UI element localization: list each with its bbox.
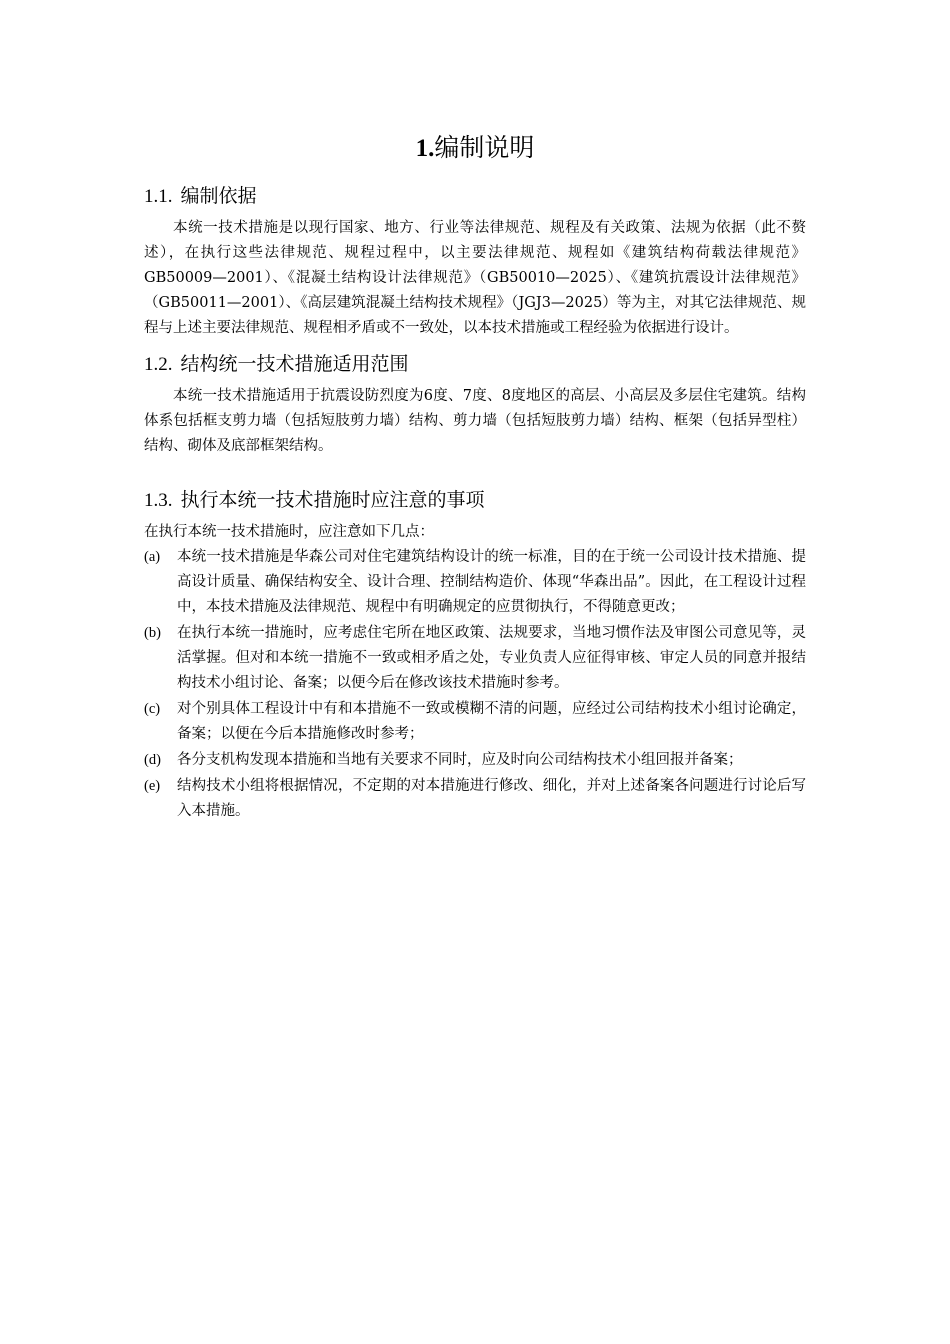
section-heading-text: 执行本统一技术措施时应注意的事项	[180, 489, 485, 511]
section-number: 1.3.	[144, 490, 173, 511]
notice-list	[144, 545, 806, 824]
list-item-text: 结构技术小组将根据情况，不定期的对本措施进行修改、细化，并对上述备案各问题进行讨论后写入本措施。	[177, 778, 806, 819]
section-paragraph: 本统一技术措施适用于抗震设防烈度为6度、7度、8度地区的高层、小高层及多层住宅建筑。结构体系包括框支剪力墙（包括短肢剪力墙）结构、剪力墙（包括短肢剪力墙）结构、框架（包括异型柱）结构、砌体及底部框架结构。	[144, 388, 806, 454]
section-heading-text: 编制依据	[180, 185, 257, 207]
list-marker: (d)	[144, 752, 161, 768]
list-item	[144, 774, 806, 824]
list-item-text: 在执行本统一措施时，应考虑住宅所在地区政策、法规要求，当地习惯作法及审图公司意见等，灵活掌握。但对和本统一措施不一致或相矛盾之处，专业负责人应征得审核、审定人员的同意并报结构技术小组讨论、备案；以便今后在修改该技术措施时参考。	[177, 625, 806, 691]
section-heading	[144, 349, 806, 380]
section-heading	[144, 181, 806, 212]
document-title-text: 编制说明	[434, 133, 535, 162]
list-marker: (e)	[144, 778, 161, 794]
list-marker: (c)	[144, 701, 161, 717]
document-page	[144, 128, 806, 825]
section-number: 1.1.	[144, 186, 173, 207]
section-spacer	[144, 467, 806, 485]
list-item-text: 各分支机构发现本措施和当地有关要求不同时，应及时向公司结构技术小组回报并备案；	[177, 752, 743, 768]
list-item	[144, 545, 806, 620]
section-paragraph: 本统一技术措施是以现行国家、地方、行业等法律规范、规程及有关政策、法规为依据（此不赘述），在执行这些法律规范、规程过程中，以主要法律规范、规程如《建筑结构荷载法律规范》GB50009—2001）、《混凝土结构设计法律规范》（GB50010—2025）、《建筑抗震设计法律规范》（GB50011—2001）、《高层建筑混凝土结构技术规程》（JGJ3—2025）等为主，对其它法律规范、规程与上述主要法律规范、规程相矛盾或不一致处，以本技术措施或工程经验为依据进行设计。	[144, 220, 806, 336]
list-item	[144, 748, 806, 773]
section-heading-text: 结构统一技术措施适用范围	[180, 353, 409, 375]
list-marker: (b)	[144, 625, 161, 641]
section-lead-text: 在执行本统一技术措施时，应注意如下几点：	[144, 524, 434, 540]
document-title	[144, 128, 806, 169]
list-marker: (a)	[144, 549, 161, 565]
section-1-2	[144, 349, 806, 459]
list-item-text: 对个别具体工程设计中有和本措施不一致或模糊不清的问题，应经过公司结构技术小组讨论确定，备案；以便在今后本措施修改时参考；	[177, 701, 806, 742]
section-1-3	[144, 485, 806, 824]
document-title-number: 1.	[415, 135, 435, 162]
list-item-text: 本统一技术措施是华森公司对住宅建筑结构设计的统一标准，目的在于统一公司设计技术措施、提高设计质量、确保结构安全、设计合理、控制结构造价、体现“华森出品”。因此，在工程设计过程中，本技术措施及法律规范、规程中有明确规定的应贯彻执行，不得随意更改；	[177, 549, 806, 615]
section-1-1	[144, 181, 806, 341]
section-number: 1.2.	[144, 354, 173, 375]
list-item	[144, 621, 806, 696]
section-heading	[144, 485, 806, 516]
list-item	[144, 697, 806, 747]
